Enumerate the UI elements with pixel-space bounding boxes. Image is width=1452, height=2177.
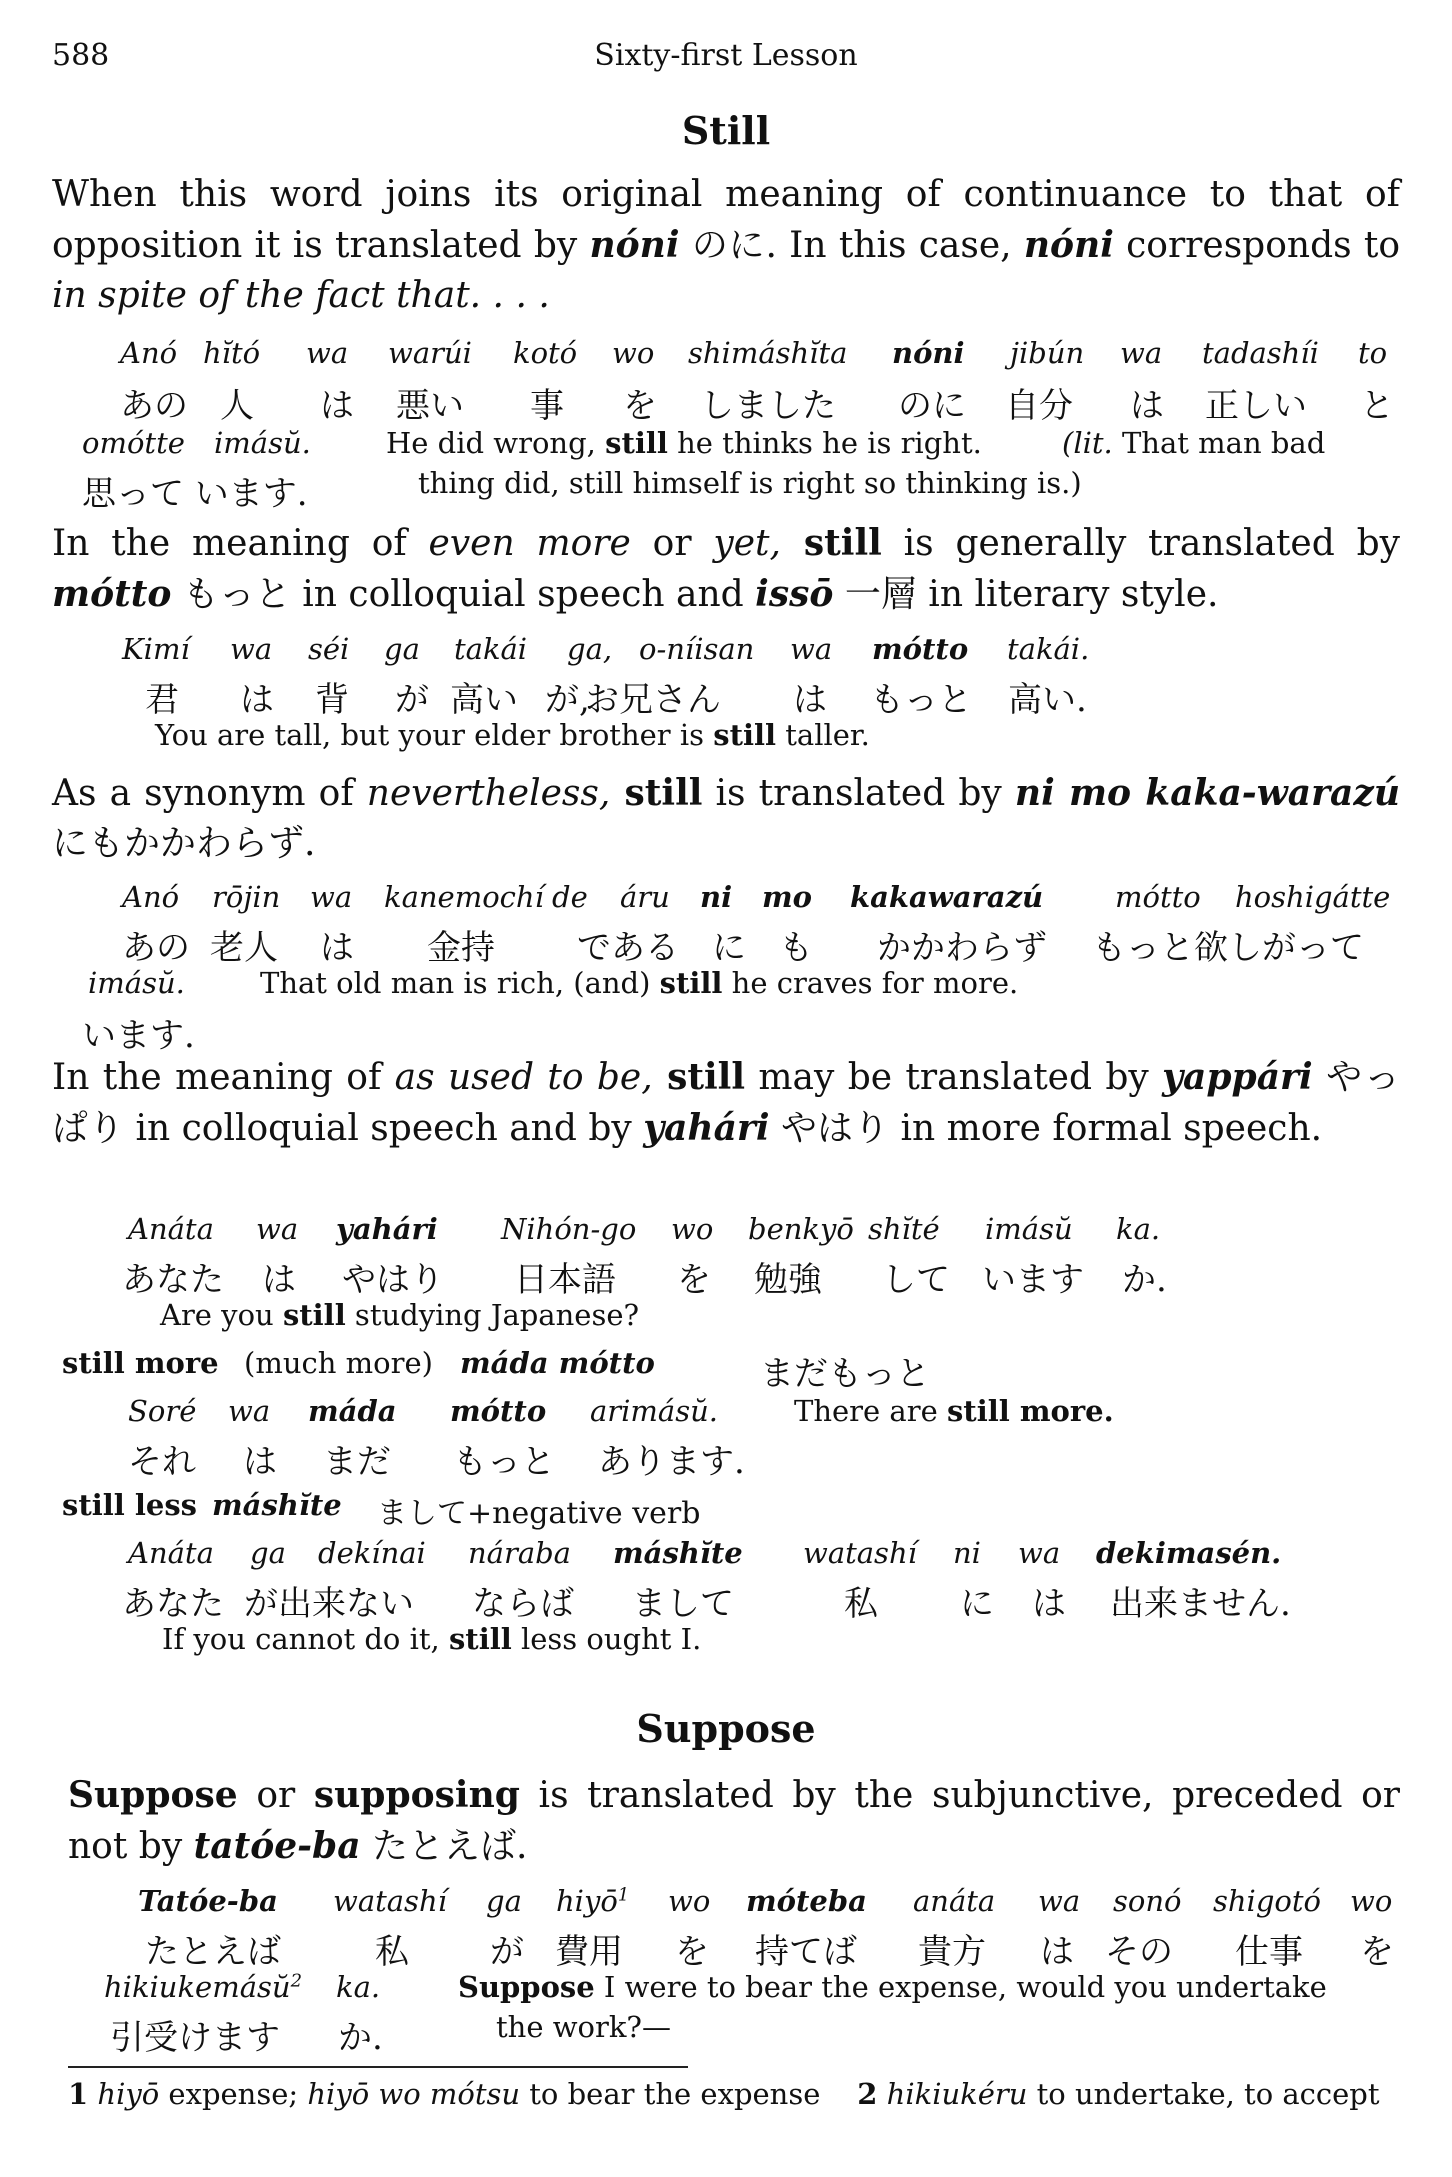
example-japanese-translation-row: 引受けます か. the work?—	[110, 2010, 671, 2058]
example-romaji-translation-row: hikiukemásŭ$^2$ ka. Suppose I were to bear the expense, would you undertake	[104, 1970, 1327, 2004]
running-title: Sixty-first Lesson	[594, 38, 858, 73]
example-japanese-translation-row: 思って います. thing did, still himself is right so thinking is.)	[82, 466, 1082, 514]
example-romaji-row: Anáta wa yahári Nihón-go wo benkyō shĭté imásŭ ka.	[128, 1212, 1161, 1246]
example-japanese-row: それ は まだ もっと あります.	[128, 1442, 745, 1482]
running-head	[52, 38, 1400, 78]
still-paragraph-even-more: In the meaning of even more or yet, still is generally translated by mótto もっと in colloquial speech and issō 一層 in literary style.	[52, 522, 1400, 615]
footnotes	[68, 2074, 1400, 2114]
section-heading-suppose: Suppose	[636, 1706, 816, 1751]
example-romaji-translation-row: omótte imásŭ. He did wrong, still he thinks he is right. (lit. That man bad	[82, 426, 1326, 460]
example-romaji-row: Kimí wa séi ga takái ga, o-níisan wa mótto takái.	[122, 632, 1090, 666]
example-japanese-row: あの 老人 は 金持 である に も かかわらず もっと欲しがって	[122, 928, 1364, 968]
still-intro-paragraph: When this word joins its original meaning of continuance to that of opposition it is translated by nóni のに. In this case, nóni corresponds to in spite of the fact that. . . .	[52, 174, 1400, 316]
example-romaji-translation-row: Soré wa máda mótto arimásŭ. There are still more.	[128, 1394, 1114, 1428]
still-less-entry: still less máshĭte まして+negative verb	[62, 1488, 701, 1531]
example-japanese-row: います.	[82, 1016, 195, 1056]
footnote-1: 1 hiyō expense; hiyō wo mótsu to bear the expense 2 hikiukéru to undertake, to accept	[68, 2077, 1380, 2111]
page-number: 588	[52, 38, 110, 73]
example-romaji-row: Anó rōjin wa kanemochí de áru ni mo kakawarazú mótto hoshigátte	[122, 880, 1391, 914]
example-japanese-row: あなた は やはり 日本語 を 勉強 して います か.	[122, 1260, 1167, 1300]
footnote-rule	[68, 2066, 688, 2068]
example-japanese-row: たとえば 私 が 費用 を 持てば 貴方 は その 仕事 を	[145, 1932, 1394, 1972]
example-romaji-row: Tatóe-ba watashí ga hiyō$^1$ wo móteba anáta wa sonó shigotó wo	[138, 1884, 1393, 1918]
example-romaji-translation-row: imásŭ. That old man is rich, (and) still he craves for more.	[88, 966, 1019, 1000]
section-heading-still: Still	[681, 108, 771, 153]
suppose-intro-paragraph: Suppose or supposing is translated by the subjunctive, preceded or not by tatóe-ba たとえば.	[68, 1774, 1400, 1867]
example-romaji-row: Anó hĭtó wa warúi kotó wo shimáshĭta nóni jibún wa tadashíi to	[120, 336, 1388, 370]
example-japanese-row: 君 は 背 が 高い が, お兄さん は もっと 高い.	[145, 680, 1087, 720]
example-translation: If you cannot do it, still less ought I.	[162, 1622, 702, 1656]
still-paragraph-nevertheless: As a synonym of nevertheless, still is translated by ni mo kaka-warazú にもかかわらず.	[52, 772, 1400, 864]
example-japanese-row: あなた が出来ない ならば まして 私 に は 出来ません.	[122, 1584, 1291, 1624]
example-translation: You are tall, but your elder brother is still taller.	[155, 718, 870, 752]
still-more-entry: still more (much more) máda mótto まだもっと	[62, 1346, 930, 1394]
still-paragraph-as-used-to-be: In the meaning of as used to be, still may be translated by yappári やっぱり in colloquial speech and by yahári やはり in more formal speech.	[52, 1056, 1400, 1149]
example-japanese-row: あの 人 は 悪い 事 を しました のに 自分 は 正しい と	[120, 386, 1394, 426]
example-romaji-row: Anáta ga dekínai náraba máshĭte watashí ni wa dekimasén.	[128, 1536, 1282, 1570]
example-translation: Are you still studying Japanese?	[160, 1298, 640, 1332]
